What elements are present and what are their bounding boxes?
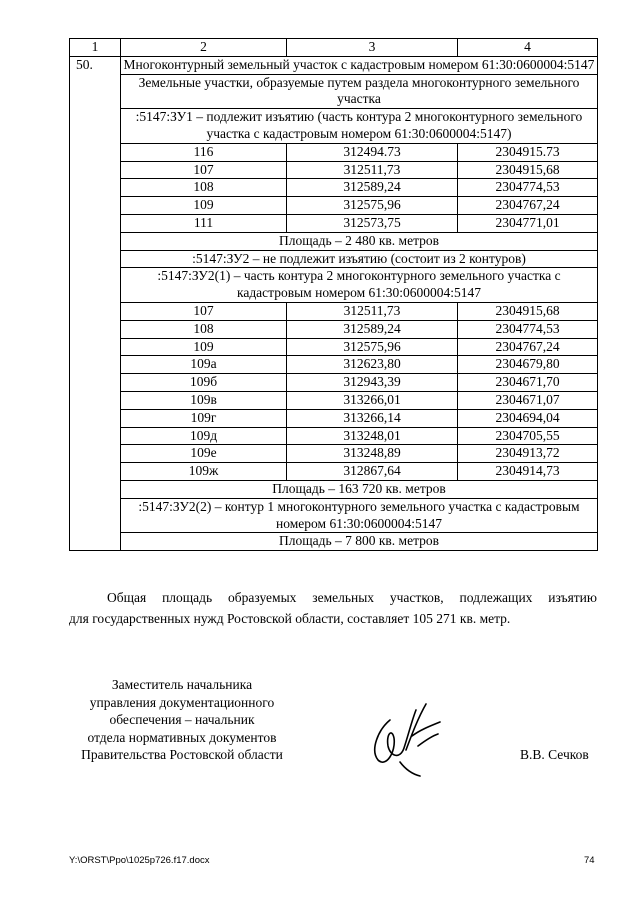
x-coordinate-cell: 312494.73 — [287, 143, 458, 161]
header-cell: 3 — [287, 39, 458, 57]
coordinate-row — [70, 463, 598, 481]
signatory-name: В.В. Сечков — [520, 747, 589, 762]
merged-text-cell: Площадь – 163 720 кв. метров — [121, 480, 598, 498]
summary-line-1: Общая площадь образуемых земельных участков, подлежащих изъятию — [107, 590, 597, 605]
merged-text-cell: :5147:ЗУ2(1) – часть контура 2 многоконтурного земельного участка с кадастровым номером 61:30:0600004:5147 — [121, 268, 598, 303]
text-row — [70, 56, 598, 74]
signatory-title-line: отдела нормативных документов — [87, 729, 277, 745]
y-coordinate-cell: 2304915.73 — [458, 143, 598, 161]
coordinate-row — [70, 427, 598, 445]
header-cell: 4 — [458, 39, 598, 57]
y-coordinate-cell: 2304771,01 — [458, 214, 598, 232]
row-number-cell: 50. — [70, 56, 121, 550]
y-coordinate-cell: 2304915,68 — [458, 302, 598, 320]
x-coordinate-cell: 312573,75 — [287, 214, 458, 232]
x-coordinate-cell: 313248,89 — [287, 445, 458, 463]
x-coordinate-cell: 313248,01 — [287, 427, 458, 445]
merged-text-cell: Площадь – 7 800 кв. метров — [121, 533, 598, 551]
coordinate-row — [70, 161, 598, 179]
text-row — [70, 250, 598, 268]
text-row — [70, 480, 598, 498]
y-coordinate-cell: 2304671,07 — [458, 391, 598, 409]
footer-file-path: Y:\ORST\Ppo\1025p726.f17.docx — [69, 855, 210, 866]
handwritten-signature — [360, 690, 450, 778]
merged-text-cell: Многоконтурный земельный участок с кадастровым номером 61:30:0600004:5147 — [121, 56, 598, 74]
coordinate-row — [70, 374, 598, 392]
signatory-title-line: управления документационного — [89, 694, 275, 710]
header-cell: 1 — [70, 39, 121, 57]
x-coordinate-cell: 313266,01 — [287, 391, 458, 409]
point-id-cell: 109в — [121, 391, 287, 409]
footer-page-number: 74 — [584, 855, 595, 866]
text-row — [70, 268, 598, 303]
coordinate-row — [70, 356, 598, 374]
coordinate-row — [70, 445, 598, 463]
point-id-cell: 111 — [121, 214, 287, 232]
table-body — [70, 39, 598, 551]
y-coordinate-cell: 2304774,53 — [458, 179, 598, 197]
y-coordinate-cell: 2304774,53 — [458, 320, 598, 338]
merged-text-cell: Земельные участки, образуемые путем раздела многоконтурного земельного участка — [121, 74, 598, 109]
x-coordinate-cell: 312511,73 — [287, 302, 458, 320]
x-coordinate-cell: 313266,14 — [287, 409, 458, 427]
coordinate-row — [70, 320, 598, 338]
y-coordinate-cell: 2304705,55 — [458, 427, 598, 445]
point-id-cell: 109ж — [121, 463, 287, 481]
header-cell: 2 — [121, 39, 287, 57]
y-coordinate-cell: 2304694,04 — [458, 409, 598, 427]
coordinate-row — [70, 197, 598, 215]
merged-text-cell: :5147:ЗУ2 – не подлежит изъятию (состоит из 2 контуров) — [121, 250, 598, 268]
x-coordinate-cell: 312575,96 — [287, 338, 458, 356]
point-id-cell: 107 — [121, 302, 287, 320]
merged-text-cell: :5147:ЗУ2(2) – контур 1 многоконтурного земельного участка с кадастровым номером 61:30:0600004:5147 — [121, 498, 598, 533]
y-coordinate-cell: 2304915,68 — [458, 161, 598, 179]
y-coordinate-cell: 2304913,72 — [458, 445, 598, 463]
coordinate-row — [70, 391, 598, 409]
y-coordinate-cell: 2304767,24 — [458, 197, 598, 215]
point-id-cell: 109а — [121, 356, 287, 374]
y-coordinate-cell: 2304767,24 — [458, 338, 598, 356]
text-row — [70, 232, 598, 250]
coordinate-row — [70, 214, 598, 232]
table-header-row — [70, 39, 598, 57]
merged-text-cell: :5147:ЗУ1 – подлежит изъятию (часть контура 2 многоконтурного земельного участка с кадастровым номером 61:30:0600004:5147) — [121, 109, 598, 144]
summary-line-2: для государственных нужд Ростовской области, составляет 105 271 кв. метр. — [69, 611, 511, 626]
x-coordinate-cell: 312511,73 — [287, 161, 458, 179]
x-coordinate-cell: 312589,24 — [287, 179, 458, 197]
x-coordinate-cell: 312575,96 — [287, 197, 458, 215]
coordinate-row — [70, 302, 598, 320]
point-id-cell: 109 — [121, 197, 287, 215]
point-id-cell: 108 — [121, 179, 287, 197]
land-plots-table — [69, 38, 598, 551]
summary-paragraph — [69, 587, 597, 629]
point-id-cell: 108 — [121, 320, 287, 338]
x-coordinate-cell: 312589,24 — [287, 320, 458, 338]
x-coordinate-cell: 312943,39 — [287, 374, 458, 392]
signatory-title-line: обеспечения – начальник — [109, 712, 255, 727]
point-id-cell: 109 — [121, 338, 287, 356]
point-id-cell: 109д — [121, 427, 287, 445]
coordinate-row — [70, 143, 598, 161]
text-row — [70, 109, 598, 144]
coordinate-row — [70, 338, 598, 356]
coordinate-row — [70, 409, 598, 427]
y-coordinate-cell: 2304671,70 — [458, 374, 598, 392]
coordinate-row — [70, 179, 598, 197]
x-coordinate-cell: 312867,64 — [287, 463, 458, 481]
merged-text-cell: Площадь – 2 480 кв. метров — [121, 232, 598, 250]
point-id-cell: 109г — [121, 409, 287, 427]
point-id-cell: 116 — [121, 143, 287, 161]
point-id-cell: 107 — [121, 161, 287, 179]
text-row — [70, 74, 598, 109]
signatory-title-line: Правительства Ростовской области — [81, 747, 283, 762]
text-row — [70, 498, 598, 533]
y-coordinate-cell: 2304679,80 — [458, 356, 598, 374]
signatory-title-line: Заместитель начальника — [111, 677, 253, 692]
point-id-cell: 109е — [121, 445, 287, 463]
point-id-cell: 109б — [121, 374, 287, 392]
y-coordinate-cell: 2304914,73 — [458, 463, 598, 481]
signatory-title — [62, 676, 302, 764]
x-coordinate-cell: 312623,80 — [287, 356, 458, 374]
text-row — [70, 533, 598, 551]
